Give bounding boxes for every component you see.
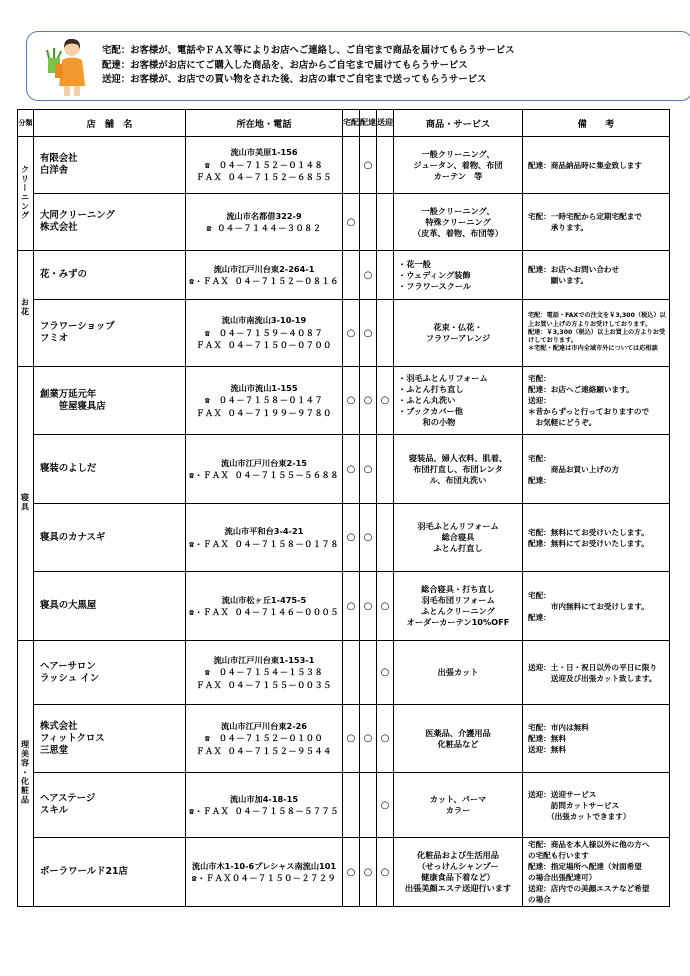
store-address xyxy=(186,504,343,572)
note-cell: 配達：お店へお問い合わせ 願います。 xyxy=(523,251,670,300)
note-cell: 送迎：送迎サービス 訪問カットサービス （出張カットできます） xyxy=(523,773,670,838)
takuhai-mark xyxy=(343,773,360,838)
address-line: 流山市流山1-155 xyxy=(230,382,298,393)
category-cell xyxy=(18,367,34,641)
store-address xyxy=(186,838,343,907)
header-haitatsu: 配達 xyxy=(360,110,377,137)
phone-line: ☎・ＦＡＸ ０４－７１５８－０１７８ xyxy=(189,538,339,549)
header-category: 分類 xyxy=(18,110,34,137)
store-name: 大同クリーニング 株式会社 xyxy=(34,194,186,251)
header-takuhai: 宅配 xyxy=(343,110,360,137)
service-cell: 化粧品および生活用品 （せっけんシャンプー 健康食品下着など） 出張美顔エステ送迎行います xyxy=(394,838,523,907)
header-note: 備 考 xyxy=(523,110,670,137)
address-line: 流山市松ヶ丘1-475-5 xyxy=(221,594,307,605)
header-address: 所在地・電話 xyxy=(186,110,343,137)
note-cell: 宅配：商品を本人様以外に他の方へ の宅配も行います 配達：指定場所へ配達（対面希望 の場合出張配達可） 送迎：店内での美顔エステなど希望 の場合 xyxy=(523,838,670,907)
table-row xyxy=(18,838,670,907)
sougei-mark: ○ xyxy=(377,641,394,705)
takuhai-mark xyxy=(343,137,360,194)
phone-line: ☎ ０４－７１４４－３０８２ xyxy=(206,223,322,233)
haitatsu-mark xyxy=(360,773,377,838)
service-cell: 羽毛ふとんリフォーム 総合寝具 ふとん打直し xyxy=(394,504,523,572)
haitatsu-mark xyxy=(360,641,377,705)
store-address xyxy=(186,367,343,435)
legend-haitatsu: 配達：お客様がお店にてご購入した商品を、お店からご自宅まで届けてもらうサービス xyxy=(102,59,468,71)
takuhai-mark: ○ xyxy=(343,300,360,367)
phone-line: ＦＡＸ ０４－７１５２－９５４４ xyxy=(196,745,332,756)
service-cell: ・羽毛ふとんリフォーム ・ふとん打ち直し ・ふとん丸洗い ・ブックカバー他 和の小物 xyxy=(394,367,523,435)
address-line: 流山市名都借322-9 xyxy=(226,210,302,221)
sougei-mark: ○ xyxy=(377,838,394,907)
table-row xyxy=(18,572,670,641)
table-row xyxy=(18,367,670,435)
note-cell: 宅配：無料にてお受けいたします。 配達：無料にてお受けいたします。 xyxy=(523,504,670,572)
table-row xyxy=(18,705,670,773)
phone-line: ☎ ０４－７１５４－１５３８ xyxy=(204,667,324,678)
service-cell: 一般クリーニング、 ジュータン、着物、布団 カーテン 等 xyxy=(394,137,523,194)
note-cell: 宅配： 市内無料にてお受けします。 配達： xyxy=(523,572,670,641)
sougei-mark: ○ xyxy=(377,367,394,435)
store-name: フラワーショップ フミオ xyxy=(34,300,186,367)
store-address xyxy=(186,137,343,194)
note-cell: 宅配：一時宅配から定期宅配まで 承ります。 xyxy=(523,194,670,251)
address-line: 流山市南流山3-10-19 xyxy=(221,315,307,326)
store-address xyxy=(186,251,343,300)
phone-line: ☎・ＦＡＸ ０４－７１５８－５７７５ xyxy=(189,806,339,816)
store-name: 花・みずの xyxy=(34,251,186,300)
store-address xyxy=(186,572,343,641)
note-cell: 配達：商品納品時に集金致します xyxy=(523,137,670,194)
phone-line: ☎・ＦＡＸ ０４－７１５５－５６８８ xyxy=(189,470,339,480)
header-store: 店 舗 名 xyxy=(34,110,186,137)
store-address xyxy=(186,773,343,838)
store-name: 創業万延元年 笹屋寝具店 xyxy=(34,367,186,435)
address-line: 流山市江戸川台東2-15 xyxy=(221,457,307,468)
service-cell: 出張カット xyxy=(394,641,523,705)
header-row xyxy=(18,110,670,137)
phone-line: ☎・ＦＡＸ ０４－７１５２－０８１６ xyxy=(189,276,339,286)
address-line: 流山市平和台3-4-21 xyxy=(224,526,304,536)
service-cell: 寝装品、婦人衣料、肌着、 布団打直し、布団レンタ ル、布団丸洗い xyxy=(394,435,523,504)
store-address xyxy=(186,300,343,367)
category-cell xyxy=(18,641,34,907)
header-service: 商品・サービス xyxy=(394,110,523,137)
takuhai-mark xyxy=(343,251,360,300)
store-name: 寝具のカナスギ xyxy=(34,504,186,572)
note-cell: 送迎：土・日・祝日以外の平日に限り 送迎及び出張カット致します。 xyxy=(523,641,670,705)
store-name: 寝装のよしだ xyxy=(34,435,186,504)
note-cell: 宅配：市内は無料 配達：無料 送迎：無料 xyxy=(523,705,670,773)
haitatsu-mark: ○ xyxy=(360,137,377,194)
takuhai-mark: ○ xyxy=(343,435,360,504)
service-cell: 総合寝具・打ち直し 羽毛布団リフォーム ふとんクリーニング オーダーカーテン10%OFF xyxy=(394,572,523,641)
table-row xyxy=(18,435,670,504)
takuhai-mark: ○ xyxy=(343,572,360,641)
store-address xyxy=(186,705,343,773)
store-address xyxy=(186,641,343,705)
service-cell: 一般クリーニング、 特殊クリーニング （皮革、着物、布団等） xyxy=(394,194,523,251)
store-name: 寝具の大黒屋 xyxy=(34,572,186,641)
address-line: 流山市木1-10-6プレシャス南流山101 xyxy=(191,860,337,871)
haitatsu-mark: ○ xyxy=(360,251,377,300)
category-label: 理美容・化粧品 xyxy=(20,740,31,805)
category-label: お花 xyxy=(20,298,31,317)
phone-line: ＦＡＸ ０４－７１５５－００３５ xyxy=(196,679,332,690)
legend-sougei: 送迎：お客様が、お店での買い物をされた後、お店の車でご自宅まで送ってもらうサービス xyxy=(102,74,487,85)
store-name: ヘアステージ スキル xyxy=(34,773,186,838)
phone-line: ＦＡＸ ０４－７１５０－０７００ xyxy=(196,340,332,351)
category-label: 寝具 xyxy=(20,493,31,512)
takuhai-mark: ○ xyxy=(343,367,360,435)
service-cell: ・花一般 ・ウェディング装飾 ・フラワースクール xyxy=(394,251,523,300)
haitatsu-mark: ○ xyxy=(360,435,377,504)
takuhai-mark: ○ xyxy=(343,838,360,907)
table-row xyxy=(18,137,670,194)
sougei-mark: ○ xyxy=(377,773,394,838)
table-row xyxy=(18,504,670,572)
takuhai-mark: ○ xyxy=(343,504,360,572)
phone-line: ＦＡＸ ０４－７１９９－９７８０ xyxy=(196,407,332,418)
shopper-illustration xyxy=(45,36,99,98)
address-line: 流山市江戸川台東2-26 xyxy=(221,720,307,731)
table-row xyxy=(18,251,670,300)
phone-line: ＦＡＸ ０４－７１５２－６８５５ xyxy=(196,172,332,183)
sougei-mark: ○ xyxy=(377,572,394,641)
table-row xyxy=(18,641,670,705)
haitatsu-mark: ○ xyxy=(360,705,377,773)
store-address xyxy=(186,435,343,504)
store-name: 株式会社 フィットクロス 三思堂 xyxy=(34,705,186,773)
service-cell: 花束・仏花・ フラワーアレンジ xyxy=(394,300,523,367)
header-sougei: 送迎 xyxy=(377,110,394,137)
category-cell xyxy=(18,251,34,367)
sougei-mark xyxy=(377,300,394,367)
sougei-mark xyxy=(377,137,394,194)
phone-line: ☎ ０４－７１５９－４０８７ xyxy=(204,327,324,338)
haitatsu-mark: ○ xyxy=(360,838,377,907)
address-line: 流山市江戸川台東2-264-1 xyxy=(213,263,315,274)
table-row xyxy=(18,300,670,367)
sougei-mark xyxy=(377,251,394,300)
store-name: ポーラワールド21店 xyxy=(34,838,186,907)
phone-line: ☎ ０４－７１５８－０１４７ xyxy=(204,395,324,406)
sougei-mark xyxy=(377,504,394,572)
takuhai-mark: ○ xyxy=(343,194,360,251)
store-table xyxy=(17,109,670,907)
note-cell: 宅配： 商品お買い上げの方 配達： xyxy=(523,435,670,504)
phone-line: ☎・ＦＡＸ ０４－７１４６－０００５ xyxy=(189,607,339,617)
address-line: 流山市美原1-156 xyxy=(230,147,298,158)
store-name: 有限会社 白洋舎 xyxy=(34,137,186,194)
service-cell: 医薬品、介護用品 化粧品など xyxy=(394,705,523,773)
category-label: クリーニング xyxy=(20,164,31,221)
sougei-mark: ○ xyxy=(377,705,394,773)
phone-line: ☎ ０４－７１５２－０１００ xyxy=(204,733,324,744)
phone-line: ☎・ＦＡＸ０４－７１５０－２７２９ xyxy=(191,873,337,883)
table-row xyxy=(18,773,670,838)
store-address xyxy=(186,194,343,251)
haitatsu-mark xyxy=(360,194,377,251)
category-cell xyxy=(18,137,34,251)
haitatsu-mark: ○ xyxy=(360,572,377,641)
takuhai-mark xyxy=(343,641,360,705)
haitatsu-mark: ○ xyxy=(360,504,377,572)
service-cell: カット、パーマ カラー xyxy=(394,773,523,838)
haitatsu-mark: ○ xyxy=(360,367,377,435)
table-row xyxy=(18,194,670,251)
note-cell: 宅配： 配達：お店へご連絡願います。 送迎： ＊昔からずっと行っておりますので お気軽にどうぞ。 xyxy=(523,367,670,435)
sougei-mark xyxy=(377,194,394,251)
haitatsu-mark: ○ xyxy=(360,300,377,367)
phone-line: ☎ ０４－７１５２－０１４８ xyxy=(204,159,324,170)
address-line: 流山市江戸川台東1-153-1 xyxy=(213,654,315,665)
note-cell: 宅配：電話・FAXでの注文を￥3,300（税込）以 上お買い上げの方よりお受けしております。 配達：￥3,300（税込）以上お買上の方よりお受 けしております。 ＊宅配・配達は市内全域市外については応相談 xyxy=(523,300,670,367)
sougei-mark xyxy=(377,435,394,504)
store-name: ヘアーサロン ラッシュ イン xyxy=(34,641,186,705)
legend-takuhai: 宅配：お客様が、電話やＦＡＸ等によりお店へご連絡し、ご自宅まで商品を届けてもらうサービス xyxy=(102,45,515,56)
service-legend xyxy=(26,31,690,101)
address-line: 流山市加4-18-15 xyxy=(229,793,299,804)
takuhai-mark: ○ xyxy=(343,705,360,773)
